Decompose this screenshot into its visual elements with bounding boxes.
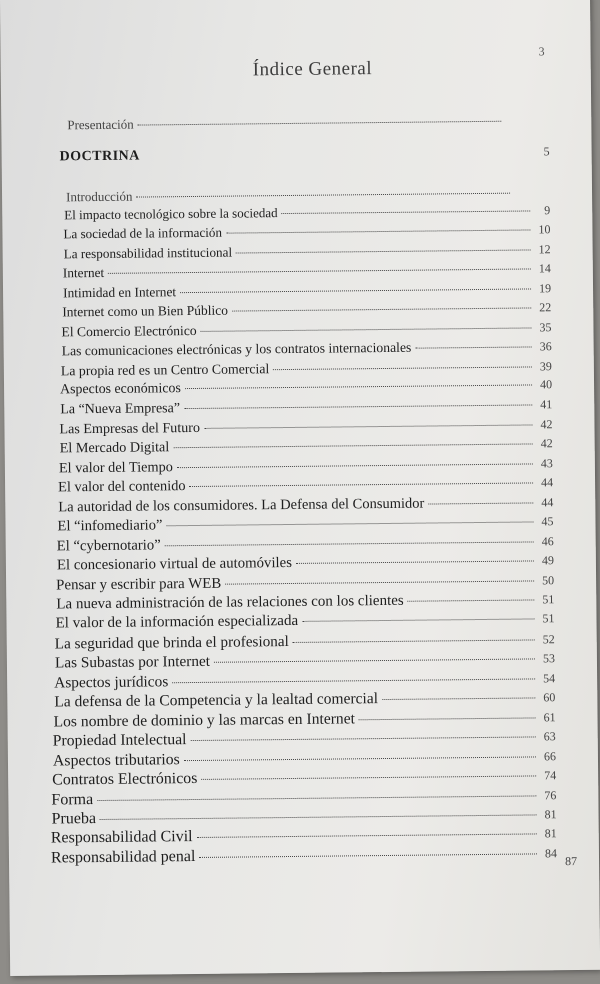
toc-entry-label: El impacto tecnológico sobre la sociedad — [64, 205, 278, 223]
toc-entry-page: 63 — [543, 729, 556, 744]
toc-entry-page: 54 — [543, 671, 556, 686]
toc-entry-label: Forma — [51, 791, 94, 809]
toc-entry — [62, 338, 552, 359]
toc-entry — [53, 727, 556, 750]
dot-leader — [273, 366, 532, 370]
toc-entry-label: Introducción — [65, 188, 133, 205]
toc-entry — [63, 280, 551, 301]
toc-entry — [58, 474, 553, 496]
toc-entry-label: Aspectos económicos — [60, 381, 181, 398]
toc-entry — [67, 113, 521, 134]
toc-entry-page: 74 — [544, 768, 557, 783]
toc-entry — [51, 844, 557, 867]
toc-entry-label: La sociedad de la información — [63, 224, 223, 242]
toc-entry-page: 81 — [544, 807, 557, 822]
toc-entry-label: Internet — [62, 264, 105, 281]
dot-leader — [296, 560, 534, 563]
toc-entry-label: La defensa de la Competencia y la lealtad comercial — [54, 690, 379, 711]
dot-leader — [172, 678, 535, 683]
dot-leader — [138, 121, 502, 126]
toc-entry-page: 51 — [542, 611, 555, 626]
toc-entry-label: El Comercio Electrónico — [61, 322, 197, 340]
toc-entry-page: 39 — [539, 359, 552, 374]
toc-entry-page: 43 — [540, 456, 553, 471]
toc-entry-label: El valor del Tiempo — [58, 459, 173, 477]
page-title: Índice General — [252, 58, 373, 81]
toc-entry-label: Contratos Electrónicos — [52, 769, 198, 789]
toc-entry-label: La responsabilidad institucional — [63, 244, 233, 262]
dot-leader — [428, 502, 533, 504]
toc-entry-page: 49 — [541, 553, 554, 568]
dot-leader — [97, 795, 536, 801]
toc-entry-label: Prueba — [51, 810, 97, 828]
toc-entry-label: La propia red es un Centro Comercial — [60, 361, 270, 379]
toc-entry-label: La “Nueva Empresa” — [60, 401, 181, 418]
toc-entry-label: Propiedad Intelectual — [52, 731, 187, 750]
toc-entry — [60, 377, 552, 398]
toc-entry-page: 9 — [544, 203, 551, 218]
toc-entry-label: Aspectos tributarios — [52, 751, 180, 770]
dot-leader — [190, 736, 535, 741]
dot-leader — [232, 307, 531, 311]
toc-entry — [62, 299, 551, 320]
toc-entry-label: Los nombre de dominio y las marcas en Internet — [53, 710, 356, 731]
dot-leader — [225, 580, 534, 584]
toc-entry-page: 84 — [544, 846, 558, 861]
dot-leader — [293, 639, 535, 643]
toc-entry — [64, 202, 550, 223]
page-number: 3 — [538, 44, 545, 59]
dot-leader — [108, 268, 531, 273]
toc-entry-label: El valor del contenido — [58, 478, 186, 496]
toc-entry-page: 35 — [539, 320, 552, 335]
toc-entry-page: 45 — [541, 514, 554, 529]
toc-entry — [63, 221, 550, 242]
toc-entry-page: 22 — [539, 300, 552, 315]
toc-entry-page: 51 — [542, 592, 555, 607]
dot-leader — [282, 210, 531, 214]
dot-leader — [144, 152, 530, 156]
dot-leader — [180, 288, 531, 293]
dot-leader — [408, 599, 535, 601]
dot-leader — [302, 618, 534, 621]
dot-leader — [177, 463, 533, 468]
dot-leader — [199, 853, 537, 858]
toc-entry-label: El “infomediario” — [57, 517, 163, 535]
dot-leader — [190, 482, 534, 487]
trailing-page-number — [565, 854, 577, 869]
toc-entry-page: 36 — [539, 339, 552, 354]
toc-entry-page: 66 — [543, 749, 557, 764]
toc-entry-label: La nueva administración de las relaciones con los clientes — [56, 592, 404, 613]
trailing-page-label: 87 — [564, 854, 578, 869]
toc-entry-label: La autoridad de los consumidores. La Defensa del Consumidor — [58, 495, 425, 516]
toc-entry-page: 41 — [540, 397, 553, 412]
toc-entry — [60, 435, 553, 457]
dot-leader — [382, 697, 535, 700]
toc-entry-label: Pensar y escribir para WEB — [56, 575, 222, 594]
toc-entry-page: 44 — [541, 495, 554, 510]
toc-entry-label: Presentación — [67, 116, 134, 133]
toc-entry-label: Las Empresas del Futuro — [59, 419, 201, 438]
dot-leader — [100, 814, 537, 820]
toc-entry-label: Responsabilidad Civil — [50, 828, 193, 847]
toc-entry-page: 46 — [541, 534, 554, 549]
toc-entry-page: 61 — [543, 710, 556, 725]
dot-leader — [184, 404, 532, 409]
dot-leader — [226, 229, 530, 233]
toc-entry — [60, 397, 552, 418]
dot-leader — [201, 327, 532, 331]
toc-entry-label: Responsabilidad penal — [50, 848, 196, 867]
toc-entry-page: 52 — [542, 632, 555, 647]
dot-leader — [184, 756, 536, 761]
toc-entry — [63, 260, 551, 281]
toc-entry — [61, 319, 551, 340]
toc-entry-page: 14 — [538, 261, 551, 276]
toc-entry-page: 81 — [544, 826, 557, 841]
toc-entry-label: El “cybernotario” — [56, 537, 161, 555]
toc-entry-label: Internet como un Bien Público — [62, 302, 229, 320]
dot-leader — [415, 346, 531, 348]
dot-leader — [136, 193, 510, 198]
toc-entry-page: 42 — [540, 417, 553, 432]
toc-entry — [57, 513, 553, 535]
dot-leader — [201, 775, 536, 780]
toc-entry-label: El concesionario virtual de automóviles — [56, 554, 293, 574]
toc-entry — [57, 552, 554, 574]
toc-entry — [55, 610, 554, 632]
toc-entry-page: 42 — [540, 436, 553, 451]
toc-entry-label: DOCTRINA — [59, 148, 140, 165]
toc-entry-page: 19 — [538, 281, 552, 296]
toc-entry-label: Las Subastas por Internet — [54, 652, 211, 672]
toc-entry-page: 50 — [542, 573, 555, 588]
toc-entry-label: La seguridad que brinda el profesional — [54, 633, 289, 653]
dot-leader — [214, 658, 535, 662]
dot-leader — [197, 833, 537, 838]
toc-entry — [55, 649, 555, 672]
toc-section-heading — [60, 144, 550, 165]
dot-leader — [236, 249, 531, 253]
toc-entry-page: 12 — [538, 242, 551, 257]
toc-entry-label: Intimidad en Internet — [62, 284, 177, 301]
toc-entry-page: 10 — [538, 222, 551, 237]
toc-entry-label: El Mercado Digital — [59, 439, 170, 457]
dot-leader — [204, 424, 532, 428]
toc-entry — [54, 688, 555, 711]
toc-entry-label: Las comunicaciones electrónicas y los contratos internacionales — [61, 339, 412, 359]
toc-entry — [64, 241, 551, 262]
dot-leader — [173, 443, 532, 448]
toc-entry-label: El valor de la información especializada — [55, 612, 299, 632]
dot-leader — [185, 384, 532, 389]
toc-entry-label: Aspectos jurídicos — [54, 673, 169, 692]
toc-entry-page: 76 — [544, 788, 557, 803]
dot-leader — [165, 541, 534, 546]
toc-entry-page: 40 — [539, 377, 553, 392]
dot-leader — [359, 717, 536, 720]
toc-entry — [61, 358, 552, 379]
toc-entry-page: 60 — [543, 690, 556, 705]
dot-leader — [166, 521, 533, 526]
toc-entry-page: 5 — [543, 144, 550, 159]
toc-entry-page: 44 — [541, 475, 554, 490]
toc-entry-page: 53 — [542, 651, 555, 666]
